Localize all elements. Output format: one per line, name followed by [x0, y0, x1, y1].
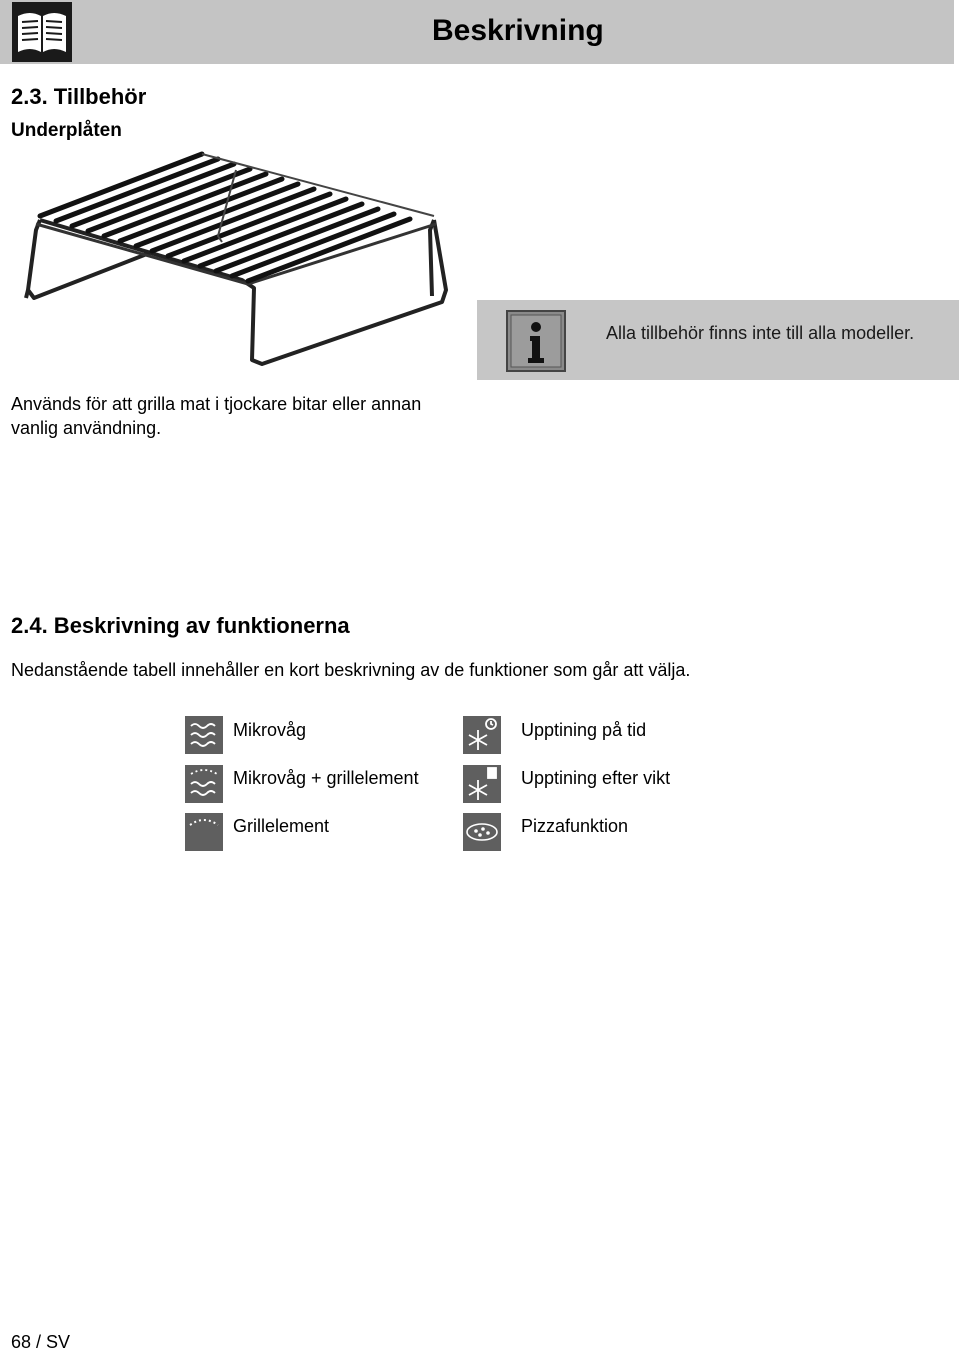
info-note-text: Alla tillbehör finns inte till alla modeller.	[606, 323, 915, 343]
section-title-functions: 2.4. Beskrivning av funktionerna	[11, 613, 350, 638]
pizza-icon	[463, 813, 501, 851]
function-label-pizza: Pizzafunktion	[521, 816, 629, 836]
page-number: 68 / SV	[11, 1332, 71, 1352]
defrost-weight-icon	[463, 765, 501, 803]
info-icon	[506, 310, 566, 372]
page-header-title: Beskrivning	[432, 14, 604, 47]
grill-rack-illustration	[22, 150, 454, 372]
open-book-icon	[12, 2, 72, 62]
function-label-defrost-time: Upptining på tid	[521, 720, 647, 740]
function-label-grill: Grillelement	[233, 816, 330, 836]
section-title-accessories: 2.3. Tillbehör	[11, 84, 147, 109]
accessory-name: Underplåten	[11, 120, 122, 141]
functions-intro: Nedanstående tabell innehåller en kort beskrivning av de funktioner som går att välja.	[11, 660, 691, 680]
function-label-microwave-grill: Mikrovåg + grillelement	[233, 768, 419, 788]
defrost-time-icon	[463, 716, 501, 754]
microwave-icon	[185, 716, 223, 754]
microwave-grill-icon	[185, 765, 223, 803]
accessory-description: Används för att grilla mat i tjockare bitar eller annan vanlig användning.	[11, 394, 422, 438]
function-label-microwave: Mikrovåg	[233, 720, 307, 740]
grill-icon	[185, 813, 223, 851]
function-label-defrost-weight: Upptining efter vikt	[521, 768, 671, 788]
